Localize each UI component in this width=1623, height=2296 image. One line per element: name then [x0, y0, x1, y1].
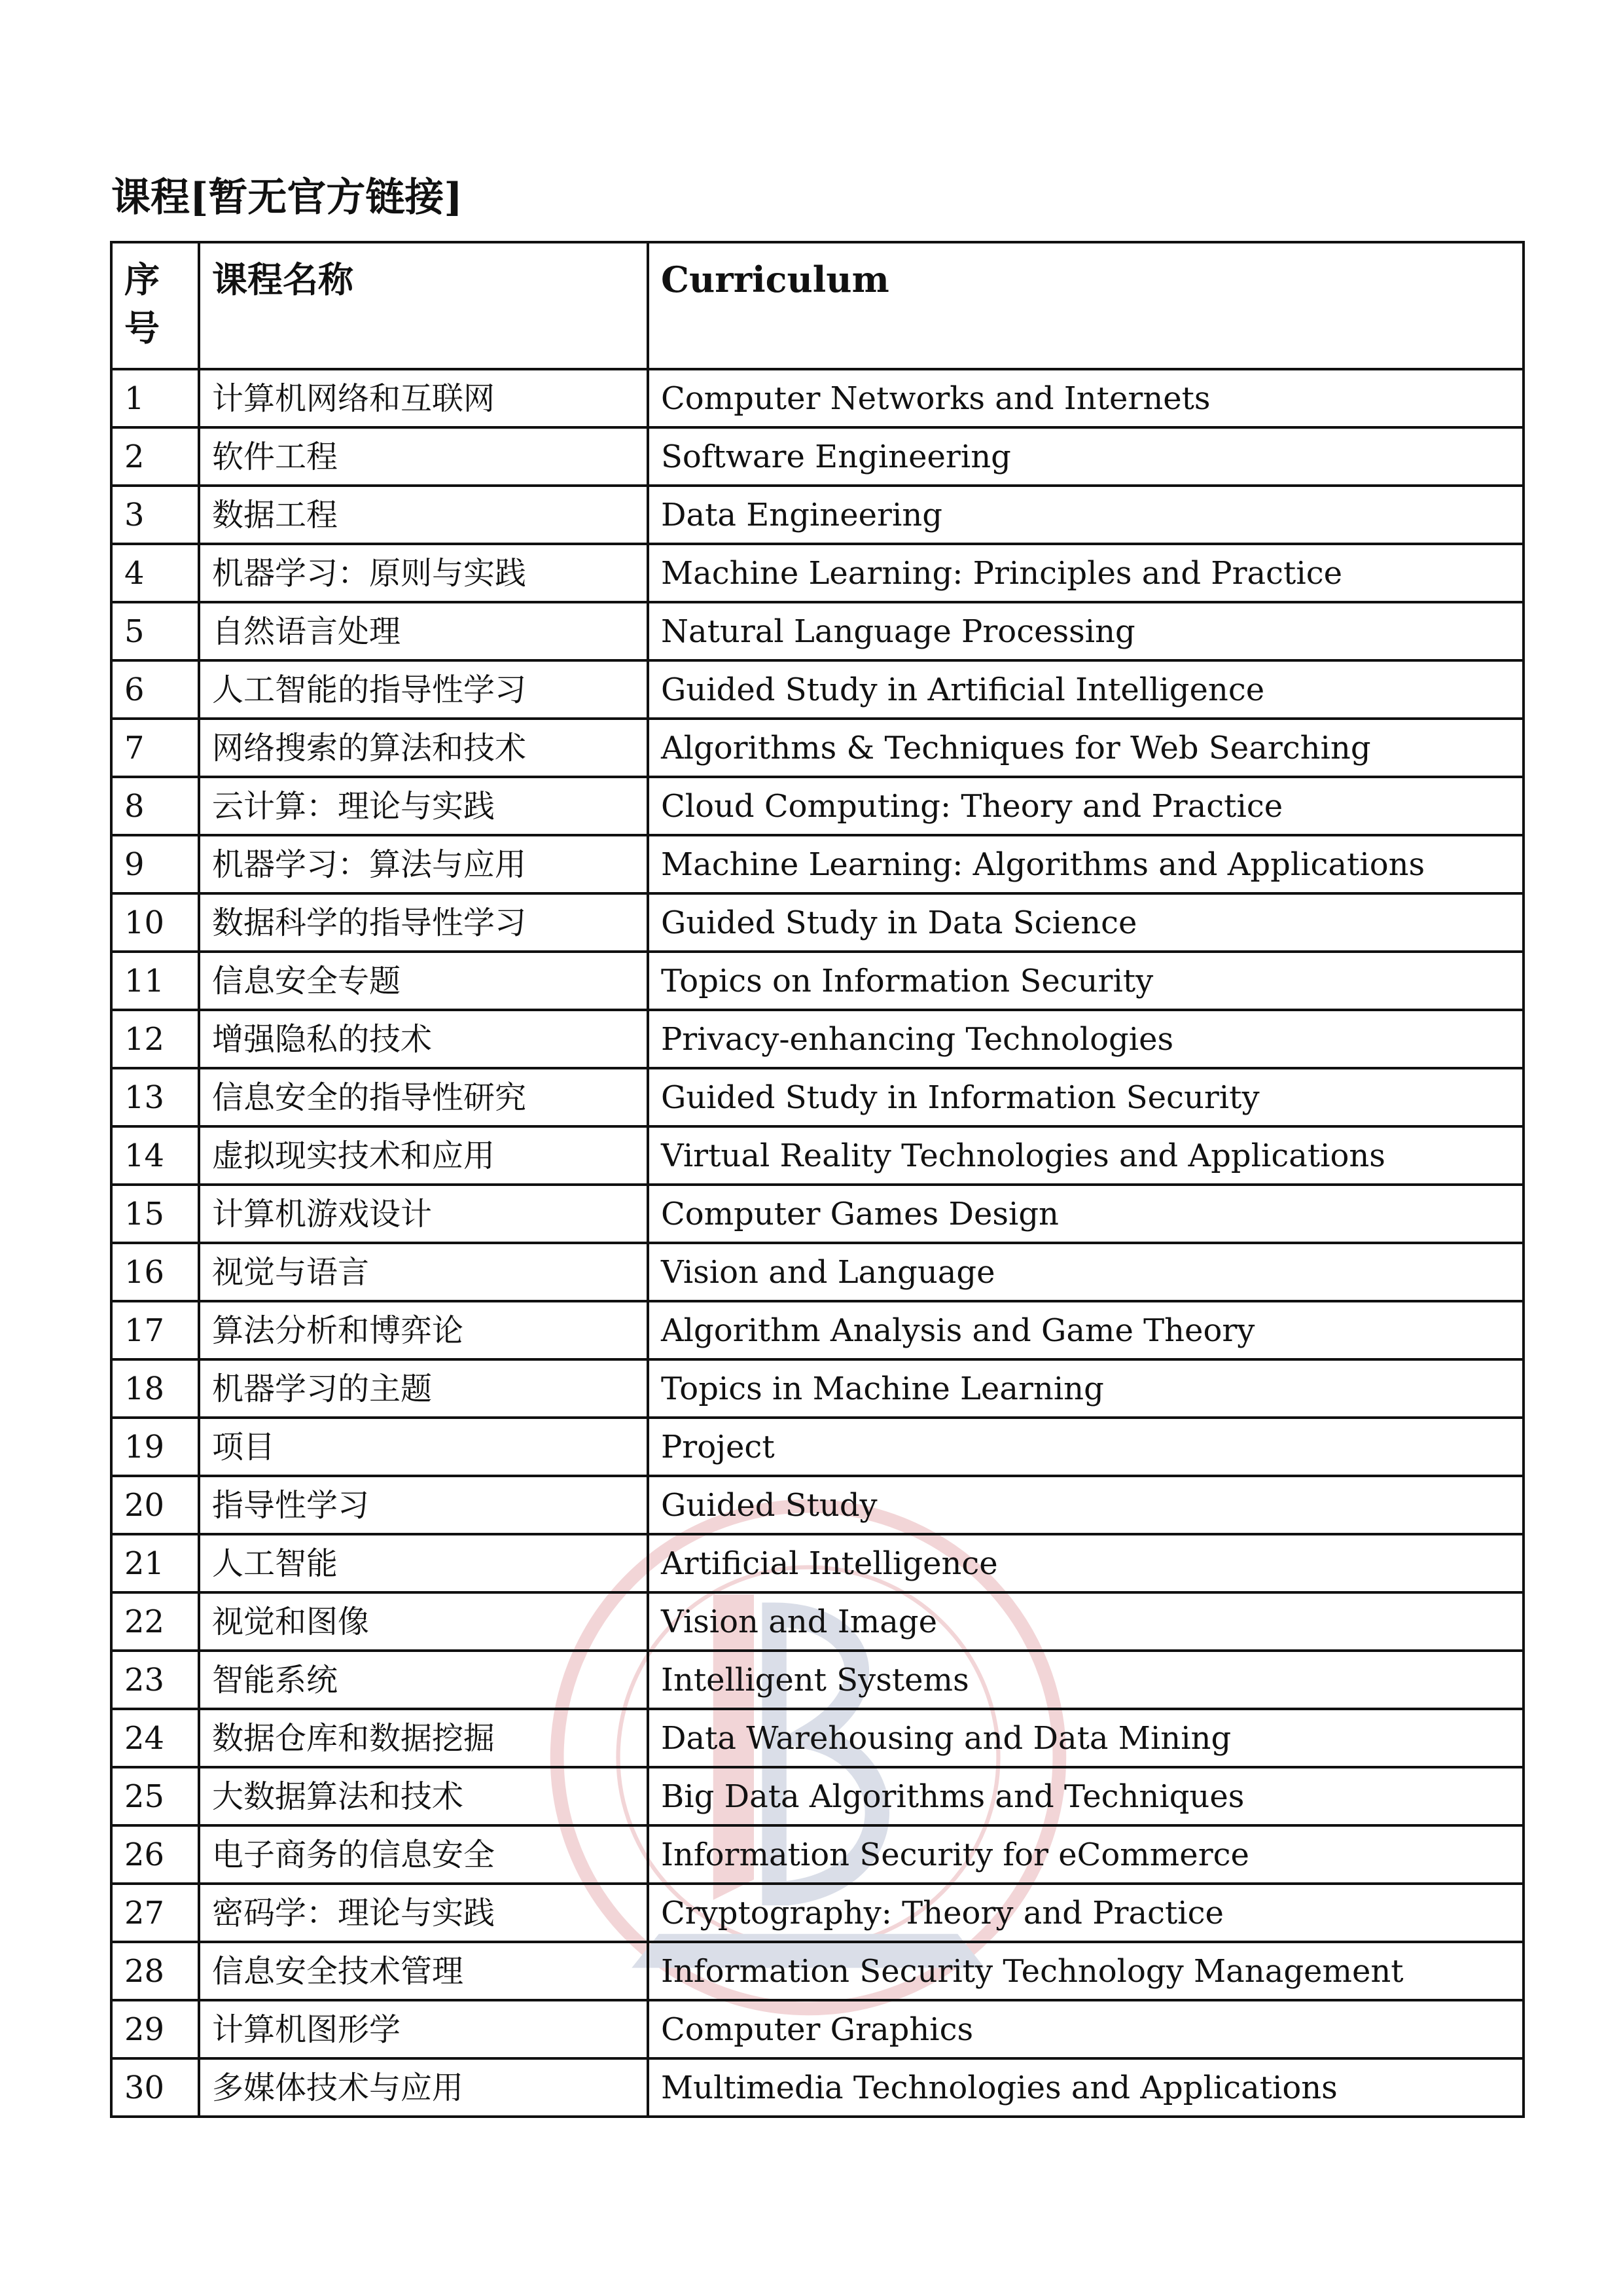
row-curriculum: Machine Learning: Principles and Practice [648, 544, 1524, 602]
header-chinese-name: 课程名称 [199, 242, 648, 369]
table-row [111, 1359, 1524, 1418]
table-row [111, 1126, 1524, 1185]
table-row [111, 1476, 1524, 1534]
row-chinese-name: 项目 [199, 1418, 648, 1476]
row-chinese-name: 指导性学习 [199, 1476, 648, 1534]
row-number: 13 [111, 1068, 199, 1126]
curriculum-table [110, 241, 1525, 2118]
row-number: 28 [111, 1942, 199, 2000]
table-row [111, 1825, 1524, 1884]
row-number: 20 [111, 1476, 199, 1534]
row-curriculum: Cryptography: Theory and Practice [648, 1884, 1524, 1942]
row-number: 16 [111, 1243, 199, 1301]
row-number: 23 [111, 1651, 199, 1709]
row-chinese-name: 计算机游戏设计 [199, 1185, 648, 1243]
row-curriculum: Algorithms & Techniques for Web Searching [648, 719, 1524, 777]
row-chinese-name: 机器学习：算法与应用 [199, 835, 648, 893]
table-row [111, 602, 1524, 660]
row-curriculum: Cloud Computing: Theory and Practice [648, 777, 1524, 835]
row-number: 12 [111, 1010, 199, 1068]
row-number: 2 [111, 427, 199, 486]
page-title: 课程[暂无官方链接] [111, 175, 463, 221]
row-chinese-name: 云计算：理论与实践 [199, 777, 648, 835]
row-curriculum: Guided Study in Data Science [648, 893, 1524, 952]
table-row [111, 486, 1524, 544]
row-curriculum: Computer Networks and Internets [648, 369, 1524, 427]
row-chinese-name: 虚拟现实技术和应用 [199, 1126, 648, 1185]
row-curriculum: Algorithm Analysis and Game Theory [648, 1301, 1524, 1359]
row-number: 17 [111, 1301, 199, 1359]
row-curriculum: Data Engineering [648, 486, 1524, 544]
row-number: 3 [111, 486, 199, 544]
row-chinese-name: 计算机网络和互联网 [199, 369, 648, 427]
table-row [111, 1709, 1524, 1767]
row-chinese-name: 机器学习的主题 [199, 1359, 648, 1418]
table-row [111, 2058, 1524, 2117]
row-chinese-name: 机器学习：原则与实践 [199, 544, 648, 602]
row-curriculum: Software Engineering [648, 427, 1524, 486]
table-row [111, 427, 1524, 486]
row-curriculum: Vision and Language [648, 1243, 1524, 1301]
row-number: 14 [111, 1126, 199, 1185]
row-curriculum: Vision and Image [648, 1592, 1524, 1651]
row-chinese-name: 信息安全专题 [199, 952, 648, 1010]
table-row [111, 1243, 1524, 1301]
row-curriculum: Guided Study [648, 1476, 1524, 1534]
table-row [111, 369, 1524, 427]
row-curriculum: Privacy-enhancing Technologies [648, 1010, 1524, 1068]
row-curriculum: Computer Graphics [648, 2000, 1524, 2058]
row-number: 15 [111, 1185, 199, 1243]
row-number: 8 [111, 777, 199, 835]
row-curriculum: Guided Study in Information Security [648, 1068, 1524, 1126]
row-number: 24 [111, 1709, 199, 1767]
row-chinese-name: 网络搜索的算法和技术 [199, 719, 648, 777]
row-curriculum: Information Security for eCommerce [648, 1825, 1524, 1884]
row-chinese-name: 密码学：理论与实践 [199, 1884, 648, 1942]
row-chinese-name: 自然语言处理 [199, 602, 648, 660]
row-chinese-name: 计算机图形学 [199, 2000, 648, 2058]
row-chinese-name: 软件工程 [199, 427, 648, 486]
table-row [111, 2000, 1524, 2058]
header-number: 序号 [111, 242, 199, 369]
row-chinese-name: 人工智能 [199, 1534, 648, 1592]
table-row [111, 893, 1524, 952]
row-curriculum: Intelligent Systems [648, 1651, 1524, 1709]
row-number: 21 [111, 1534, 199, 1592]
row-curriculum: Multimedia Technologies and Applications [648, 2058, 1524, 2117]
row-number: 7 [111, 719, 199, 777]
row-curriculum: Natural Language Processing [648, 602, 1524, 660]
table-row [111, 777, 1524, 835]
table-row [111, 952, 1524, 1010]
table-row [111, 1942, 1524, 2000]
row-chinese-name: 视觉和图像 [199, 1592, 648, 1651]
row-number: 26 [111, 1825, 199, 1884]
row-curriculum: Computer Games Design [648, 1185, 1524, 1243]
row-chinese-name: 信息安全技术管理 [199, 1942, 648, 2000]
row-chinese-name: 信息安全的指导性研究 [199, 1068, 648, 1126]
row-curriculum: Information Security Technology Management [648, 1942, 1524, 2000]
row-number: 6 [111, 660, 199, 719]
row-chinese-name: 数据工程 [199, 486, 648, 544]
row-number: 19 [111, 1418, 199, 1476]
row-number: 10 [111, 893, 199, 952]
row-curriculum: Project [648, 1418, 1524, 1476]
header-curriculum: Curriculum [648, 242, 1524, 369]
row-chinese-name: 增强隐私的技术 [199, 1010, 648, 1068]
row-number: 4 [111, 544, 199, 602]
row-number: 5 [111, 602, 199, 660]
table-row [111, 1418, 1524, 1476]
table-row [111, 1767, 1524, 1825]
row-chinese-name: 算法分析和博弈论 [199, 1301, 648, 1359]
row-chinese-name: 智能系统 [199, 1651, 648, 1709]
row-curriculum: Virtual Reality Technologies and Applications [648, 1126, 1524, 1185]
table-row [111, 1068, 1524, 1126]
table-row [111, 1651, 1524, 1709]
row-curriculum: Machine Learning: Algorithms and Applications [648, 835, 1524, 893]
table-row [111, 835, 1524, 893]
row-chinese-name: 多媒体技术与应用 [199, 2058, 648, 2117]
row-number: 29 [111, 2000, 199, 2058]
row-curriculum: Guided Study in Artificial Intelligence [648, 660, 1524, 719]
row-chinese-name: 大数据算法和技术 [199, 1767, 648, 1825]
row-chinese-name: 电子商务的信息安全 [199, 1825, 648, 1884]
row-curriculum: Topics in Machine Learning [648, 1359, 1524, 1418]
row-number: 27 [111, 1884, 199, 1942]
table-row [111, 1592, 1524, 1651]
row-chinese-name: 人工智能的指导性学习 [199, 660, 648, 719]
row-number: 1 [111, 369, 199, 427]
table-row [111, 660, 1524, 719]
table-row [111, 719, 1524, 777]
row-number: 30 [111, 2058, 199, 2117]
row-number: 9 [111, 835, 199, 893]
row-chinese-name: 数据仓库和数据挖掘 [199, 1709, 648, 1767]
table-row [111, 1884, 1524, 1942]
row-chinese-name: 视觉与语言 [199, 1243, 648, 1301]
table-row [111, 1185, 1524, 1243]
table-row [111, 1010, 1524, 1068]
table-row [111, 544, 1524, 602]
row-number: 11 [111, 952, 199, 1010]
row-number: 25 [111, 1767, 199, 1825]
row-number: 18 [111, 1359, 199, 1418]
row-curriculum: Artificial Intelligence [648, 1534, 1524, 1592]
table-row [111, 1534, 1524, 1592]
table-row [111, 1301, 1524, 1359]
row-curriculum: Data Warehousing and Data Mining [648, 1709, 1524, 1767]
table-header-row [111, 242, 1524, 369]
row-number: 22 [111, 1592, 199, 1651]
row-chinese-name: 数据科学的指导性学习 [199, 893, 648, 952]
row-curriculum: Big Data Algorithms and Techniques [648, 1767, 1524, 1825]
row-curriculum: Topics on Information Security [648, 952, 1524, 1010]
